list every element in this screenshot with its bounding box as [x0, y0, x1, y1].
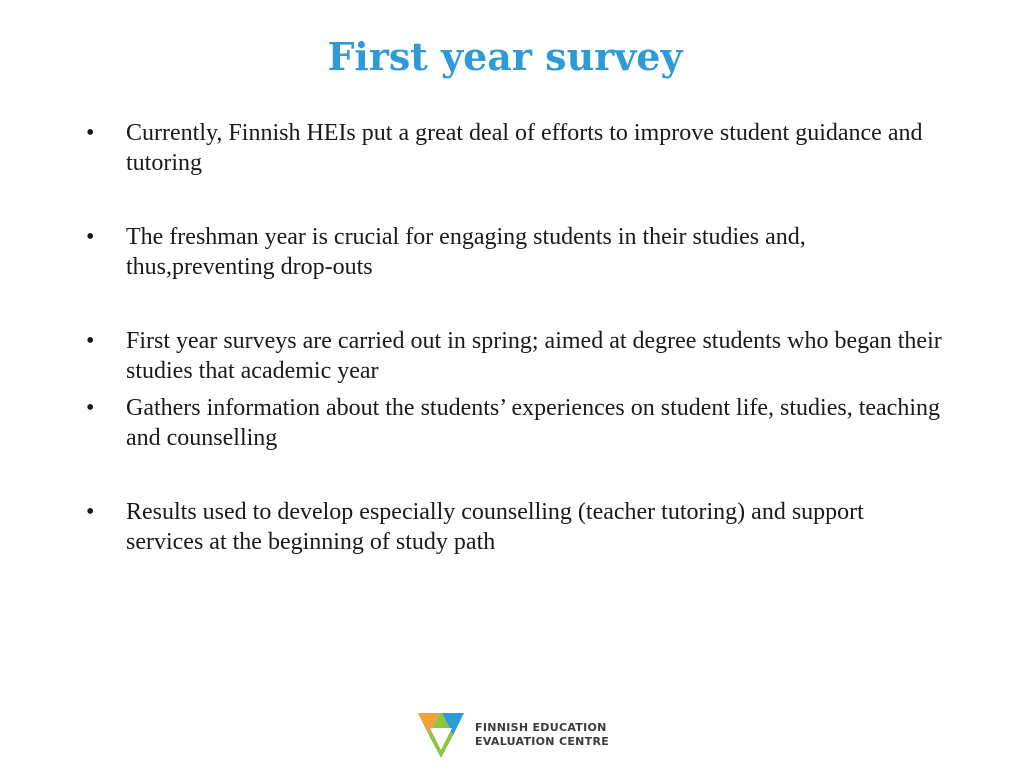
bullet-item	[86, 393, 946, 453]
bullet-item	[86, 222, 946, 282]
bullet-list	[86, 118, 946, 557]
bullet-icon: •	[86, 395, 95, 421]
bullet-text: First year surveys are carried out in spring; aimed at degree students who began their studies that academic year	[126, 328, 942, 384]
bullet-text: Gathers information about the students’ experiences on student life, studies, teaching and counselling	[126, 395, 940, 451]
bullet-item	[86, 118, 946, 178]
bullet-item	[86, 326, 946, 386]
bullet-text: The freshman year is crucial for engaging students in their studies and, thus,preventing drop-outs	[126, 224, 806, 280]
bullet-text: Results used to develop especially counselling (teacher tutoring) and support services at the beginning of study path	[126, 499, 864, 555]
bullet-item	[86, 497, 946, 557]
bullet-icon: •	[86, 328, 95, 354]
organization-logo	[416, 710, 609, 760]
triangle-logo-icon	[416, 710, 466, 760]
slide-title: First year survey	[327, 34, 683, 79]
bullet-icon: •	[86, 224, 95, 250]
bullet-text: Currently, Finnish HEIs put a great deal of efforts to improve student guidance and tutoring	[126, 120, 923, 176]
bullet-icon: •	[86, 120, 95, 146]
logo-line-1: FINNISH EDUCATION	[475, 721, 607, 734]
bullet-icon: •	[86, 499, 95, 525]
logo-line-2: EVALUATION CENTRE	[475, 735, 610, 748]
logo-wordmark	[475, 721, 609, 749]
